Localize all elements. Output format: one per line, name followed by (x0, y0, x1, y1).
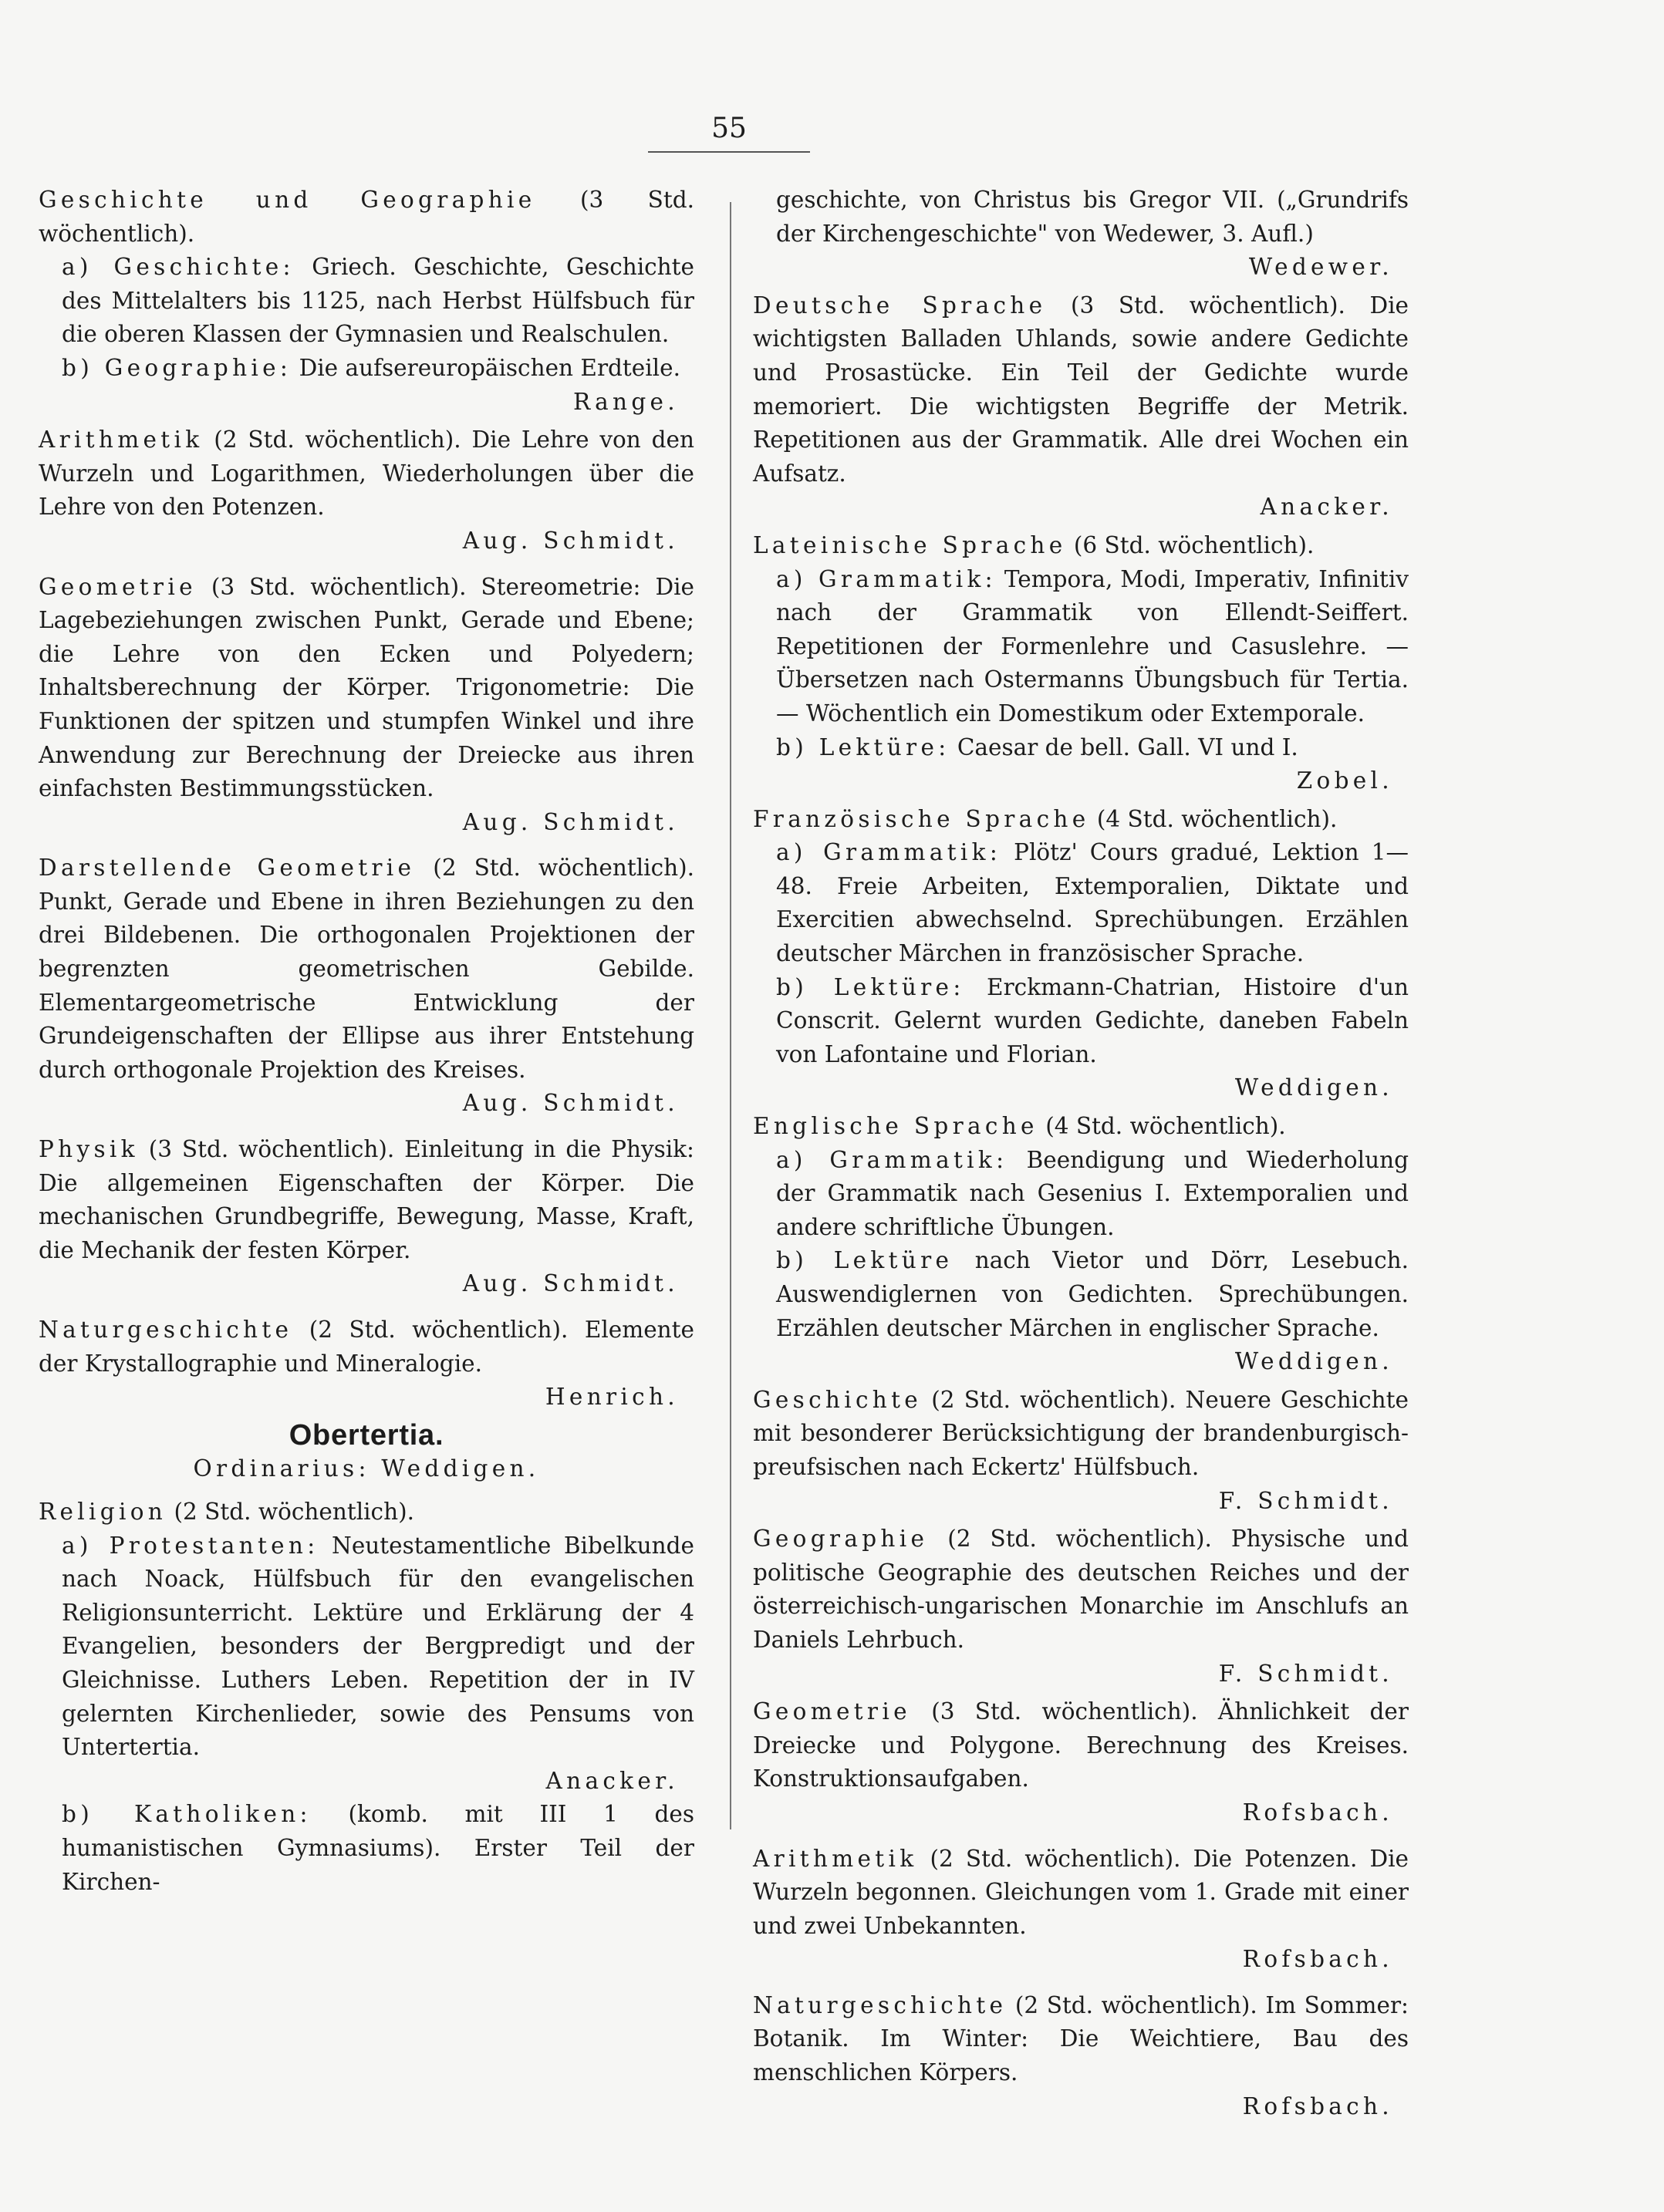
teacher-name: Wedewer. (1248, 254, 1393, 281)
subject-text: (3 Std. wöchentlich). Ähnlichkeit der Dreiecke und Polygone. Berechnung des Kreises. Konstruktionsaufgaben. (753, 1698, 1409, 1792)
entry-geometrie (39, 571, 694, 840)
subject-text: (2 Std. wöchentlich). Physische und politische Geographie des deutschen Reiches und der österreichisch-ungarischen Monarchie im Anschlufs an Daniels Lehrbuch. (753, 1526, 1409, 1653)
entry-geographie (753, 1522, 1409, 1691)
entry-arithmetik (753, 1843, 1409, 1977)
sub-text: Caesar de bell. Gall. VI und I. (950, 733, 1298, 760)
page-number-rule (648, 151, 810, 153)
entry-deutsche-sprache (753, 289, 1409, 524)
sub-text: Beendigung und Wiederholung der Grammatik nach Gesenius I. Extemporalien und andere schriftliche Übungen. (776, 1146, 1409, 1240)
teacher-name: Rofsbach. (1242, 1799, 1393, 1826)
entry-religion (39, 1495, 694, 1899)
subject-text: (2 Std. wöchentlich). Punkt, Gerade und Ebene in ihren Beziehungen zu den drei Bildebenen. Die orthogonalen Projektionen der begrenzten geometrischen Gebilde. Elementargeometrische Entwicklung der Grundeigenschaften der Ellipse aus ihrer Entstehung durch orthogonale Projektion des Kreises. (39, 855, 694, 1083)
column-divider (730, 202, 731, 1829)
subject-hours: (3 Std. wöchentlich). (39, 187, 694, 247)
subject-heading: Darstellende Geometrie (39, 855, 416, 882)
sub-label: b) Geographie: (62, 354, 292, 381)
subject-hours: (6 Std. wöchentlich). (1066, 531, 1315, 558)
subject-heading: Naturgeschichte (39, 1317, 293, 1343)
left-column (39, 184, 694, 1911)
entry-lateinische-sprache (753, 529, 1409, 798)
subject-heading: Geographie (753, 1526, 929, 1553)
subject-heading: Geschichte und Geographie (39, 187, 536, 213)
subject-text: (2 Std. wöchentlich). Die Potenzen. Die Wurzeln begonnen. Gleichungen vom 1. Grade mit einer und zwei Unbekannten. (753, 1845, 1409, 1939)
teacher-name: Zobel. (1296, 767, 1393, 794)
entry-darstellende-geometrie (39, 851, 694, 1121)
continued-text: geschichte, von Christus bis Gregor VII. („Grundrifs der Kirchengeschichte" von Wedewer, 3. Aufl.) (776, 187, 1409, 247)
subject-heading: Englische Sprache (753, 1113, 1038, 1140)
ordinarius-line: Ordinarius: Weddigen. (193, 1455, 540, 1482)
sub-text: Erckmann-Chatrian, Histoire d'un Conscrit. Gelernt wurden Gedichte, daneben Fabeln von Lafontaine und Florian. (776, 973, 1409, 1067)
sub-label: b) Lektüre (776, 1247, 954, 1274)
subject-hours: (4 Std. wöchentlich). (1089, 805, 1338, 832)
teacher-name: F. Schmidt. (1218, 1487, 1393, 1514)
entry-naturgeschichte (753, 1989, 1409, 2123)
subject-text: (2 Std. wöchentlich). Im Sommer: Botanik. Im Winter: Die Weichtiere, Bau des menschlichen Körpers. (753, 1991, 1409, 2086)
subject-heading: Geometrie (39, 573, 197, 600)
sub-text: nach Vietor und Dörr, Lesebuch. Auswendiglernen von Gedichten. Sprechübungen. Erzählen deutscher Märchen in englischer Sprache. (776, 1247, 1409, 1341)
sub-label: a) Geschichte: (62, 254, 295, 281)
teacher-name: Weddigen. (1234, 1074, 1393, 1101)
sub-label: b) Katholiken: (62, 1801, 312, 1828)
subject-text: (2 Std. wöchentlich). Die Lehre von den Wurzeln und Logarithmen, Wiederholungen über die Lehre von den Potenzen. (39, 427, 694, 521)
subject-heading: Arithmetik (753, 1845, 918, 1872)
entry-geschichte-geographie (39, 184, 694, 419)
sub-text: Neutestamentliche Bibelkunde nach Noack, Hülfsbuch für den evangelischen Religionsunterricht. Lektüre und Erklärung der 4 Evangelien, besonders der Bergpredigt und der Gleichnisse. Luthers Leben. Repetition der in IV gelernten Kirchenlieder, sowie des Pensums von Untertertia. (62, 1532, 694, 1761)
teacher-name: F. Schmidt. (1218, 1660, 1393, 1687)
subject-text: (3 Std. wöchentlich). Einleitung in die Physik: Die allgemeinen Eigenschaften der Körper. Die mechanischen Grundbegriffe, Bewegung, Masse, Kraft, die Mechanik der festen Körper. (39, 1136, 694, 1263)
subject-heading: Deutsche Sprache (753, 292, 1047, 319)
sub-label: a) Grammatik: (776, 1146, 1008, 1173)
teacher-name: Aug. Schmidt. (462, 1270, 679, 1297)
sub-text: Griech. Geschichte, Geschichte des Mittelalters bis 1125, nach Herbst Hülfsbuch für die oberen Klassen der Gymnasien und Realschulen. (62, 254, 694, 348)
entry-geschichte (753, 1384, 1409, 1518)
subject-heading: Naturgeschichte (753, 1991, 1008, 2018)
sub-text: Plötz' Cours gradué, Lektion 1—48. Freie Arbeiten, Extemporalien, Diktate und Exercitien abwechselnd. Sprechübungen. Erzählen deutscher Märchen in französischer Sprache. (776, 839, 1409, 967)
sub-label: a) Protestanten: (62, 1532, 319, 1559)
teacher-name: Rofsbach. (1242, 2092, 1393, 2119)
sub-label: b) Lektüre: (776, 733, 950, 760)
subject-heading: Französische Sprache (753, 805, 1090, 832)
subject-heading: Geschichte (753, 1386, 923, 1413)
subject-heading: Geometrie (753, 1698, 911, 1725)
subject-text: (3 Std. wöchentlich). Die wichtigsten Balladen Uhlands, sowie andere Gedichte und Prosastücke. Ein Teil der Gedichte wurde memoriert. Die wichtigsten Begriffe der Metrik. Repetitionen aus der Grammatik. Alle drei Wochen ein Aufsatz. (753, 292, 1409, 487)
teacher-name: Rofsbach. (1242, 1946, 1393, 1973)
subject-text: (3 Std. wöchentlich). Stereometrie: Die Lagebeziehungen zwischen Punkt, Gerade und Ebene; die Lehre von den Ecken und Polyedern; Inhaltsberechnung der Körper. Trigonometrie: Die Funktionen der spitzen und stumpfen Winkel und ihre Anwendung zur Berechnung der Dreiecke aus ihren einfachsten Bestimmungsstücken. (39, 573, 694, 802)
teacher-name: Henrich. (545, 1384, 679, 1411)
subject-hours: (4 Std. wöchentlich). (1038, 1113, 1286, 1140)
subject-text: (2 Std. wöchentlich). Neuere Geschichte mit besonderer Berücksichtigung der brandenburgisch-preufsischen nach Eckertz' Hülfsbuch. (753, 1386, 1409, 1480)
subject-text: (2 Std. wöchentlich). Elemente der Krystallographie und Mineralogie. (39, 1317, 694, 1377)
sub-label: a) Grammatik: (776, 839, 1002, 866)
entry-naturgeschichte (39, 1313, 694, 1415)
page-number: 55 (711, 113, 747, 144)
right-column (753, 184, 1409, 2136)
entry-franzoesische-sprache (753, 803, 1409, 1105)
subject-heading: Physik (39, 1136, 139, 1163)
teacher-name: Anacker. (1260, 494, 1393, 521)
sub-label: b) Lektüre: (776, 973, 965, 1000)
teacher-name: Aug. Schmidt. (462, 808, 679, 835)
sub-text: Tempora, Modi, Imperativ, Infinitiv nach der Grammatik von Ellendt-Seiffert. Repetitionen der Formenlehre und Casuslehre. — Übersetzen nach Ostermanns Übungsbuch für Tertia. — Wöchentlich ein Domestikum oder Extemporale. (776, 565, 1409, 727)
entry-religion-continued (753, 184, 1409, 285)
entry-geometrie (753, 1695, 1409, 1829)
teacher-name: Range. (572, 388, 679, 415)
teacher-name: Weddigen. (1234, 1348, 1393, 1375)
entry-physik (39, 1133, 694, 1301)
sub-text: (komb. mit III 1 des humanistischen Gymnasiums). Erster Teil der Kirchen- (62, 1801, 694, 1895)
teacher-name: Aug. Schmidt. (462, 1090, 679, 1117)
sub-label: a) Grammatik: (776, 565, 997, 592)
section-title-obertertia: Obertertia. (289, 1418, 444, 1452)
subject-heading: Religion (39, 1498, 167, 1525)
subject-hours: (2 Std. wöchentlich). (167, 1498, 414, 1525)
entry-arithmetik (39, 423, 694, 558)
teacher-name: Anacker. (545, 1767, 679, 1794)
sub-text: Die aufsereuropäischen Erdteile. (292, 354, 680, 381)
entry-englische-sprache (753, 1110, 1409, 1379)
teacher-name: Aug. Schmidt. (462, 527, 679, 554)
subject-heading: Lateinische Sprache (753, 531, 1067, 558)
subject-heading: Arithmetik (39, 427, 204, 454)
